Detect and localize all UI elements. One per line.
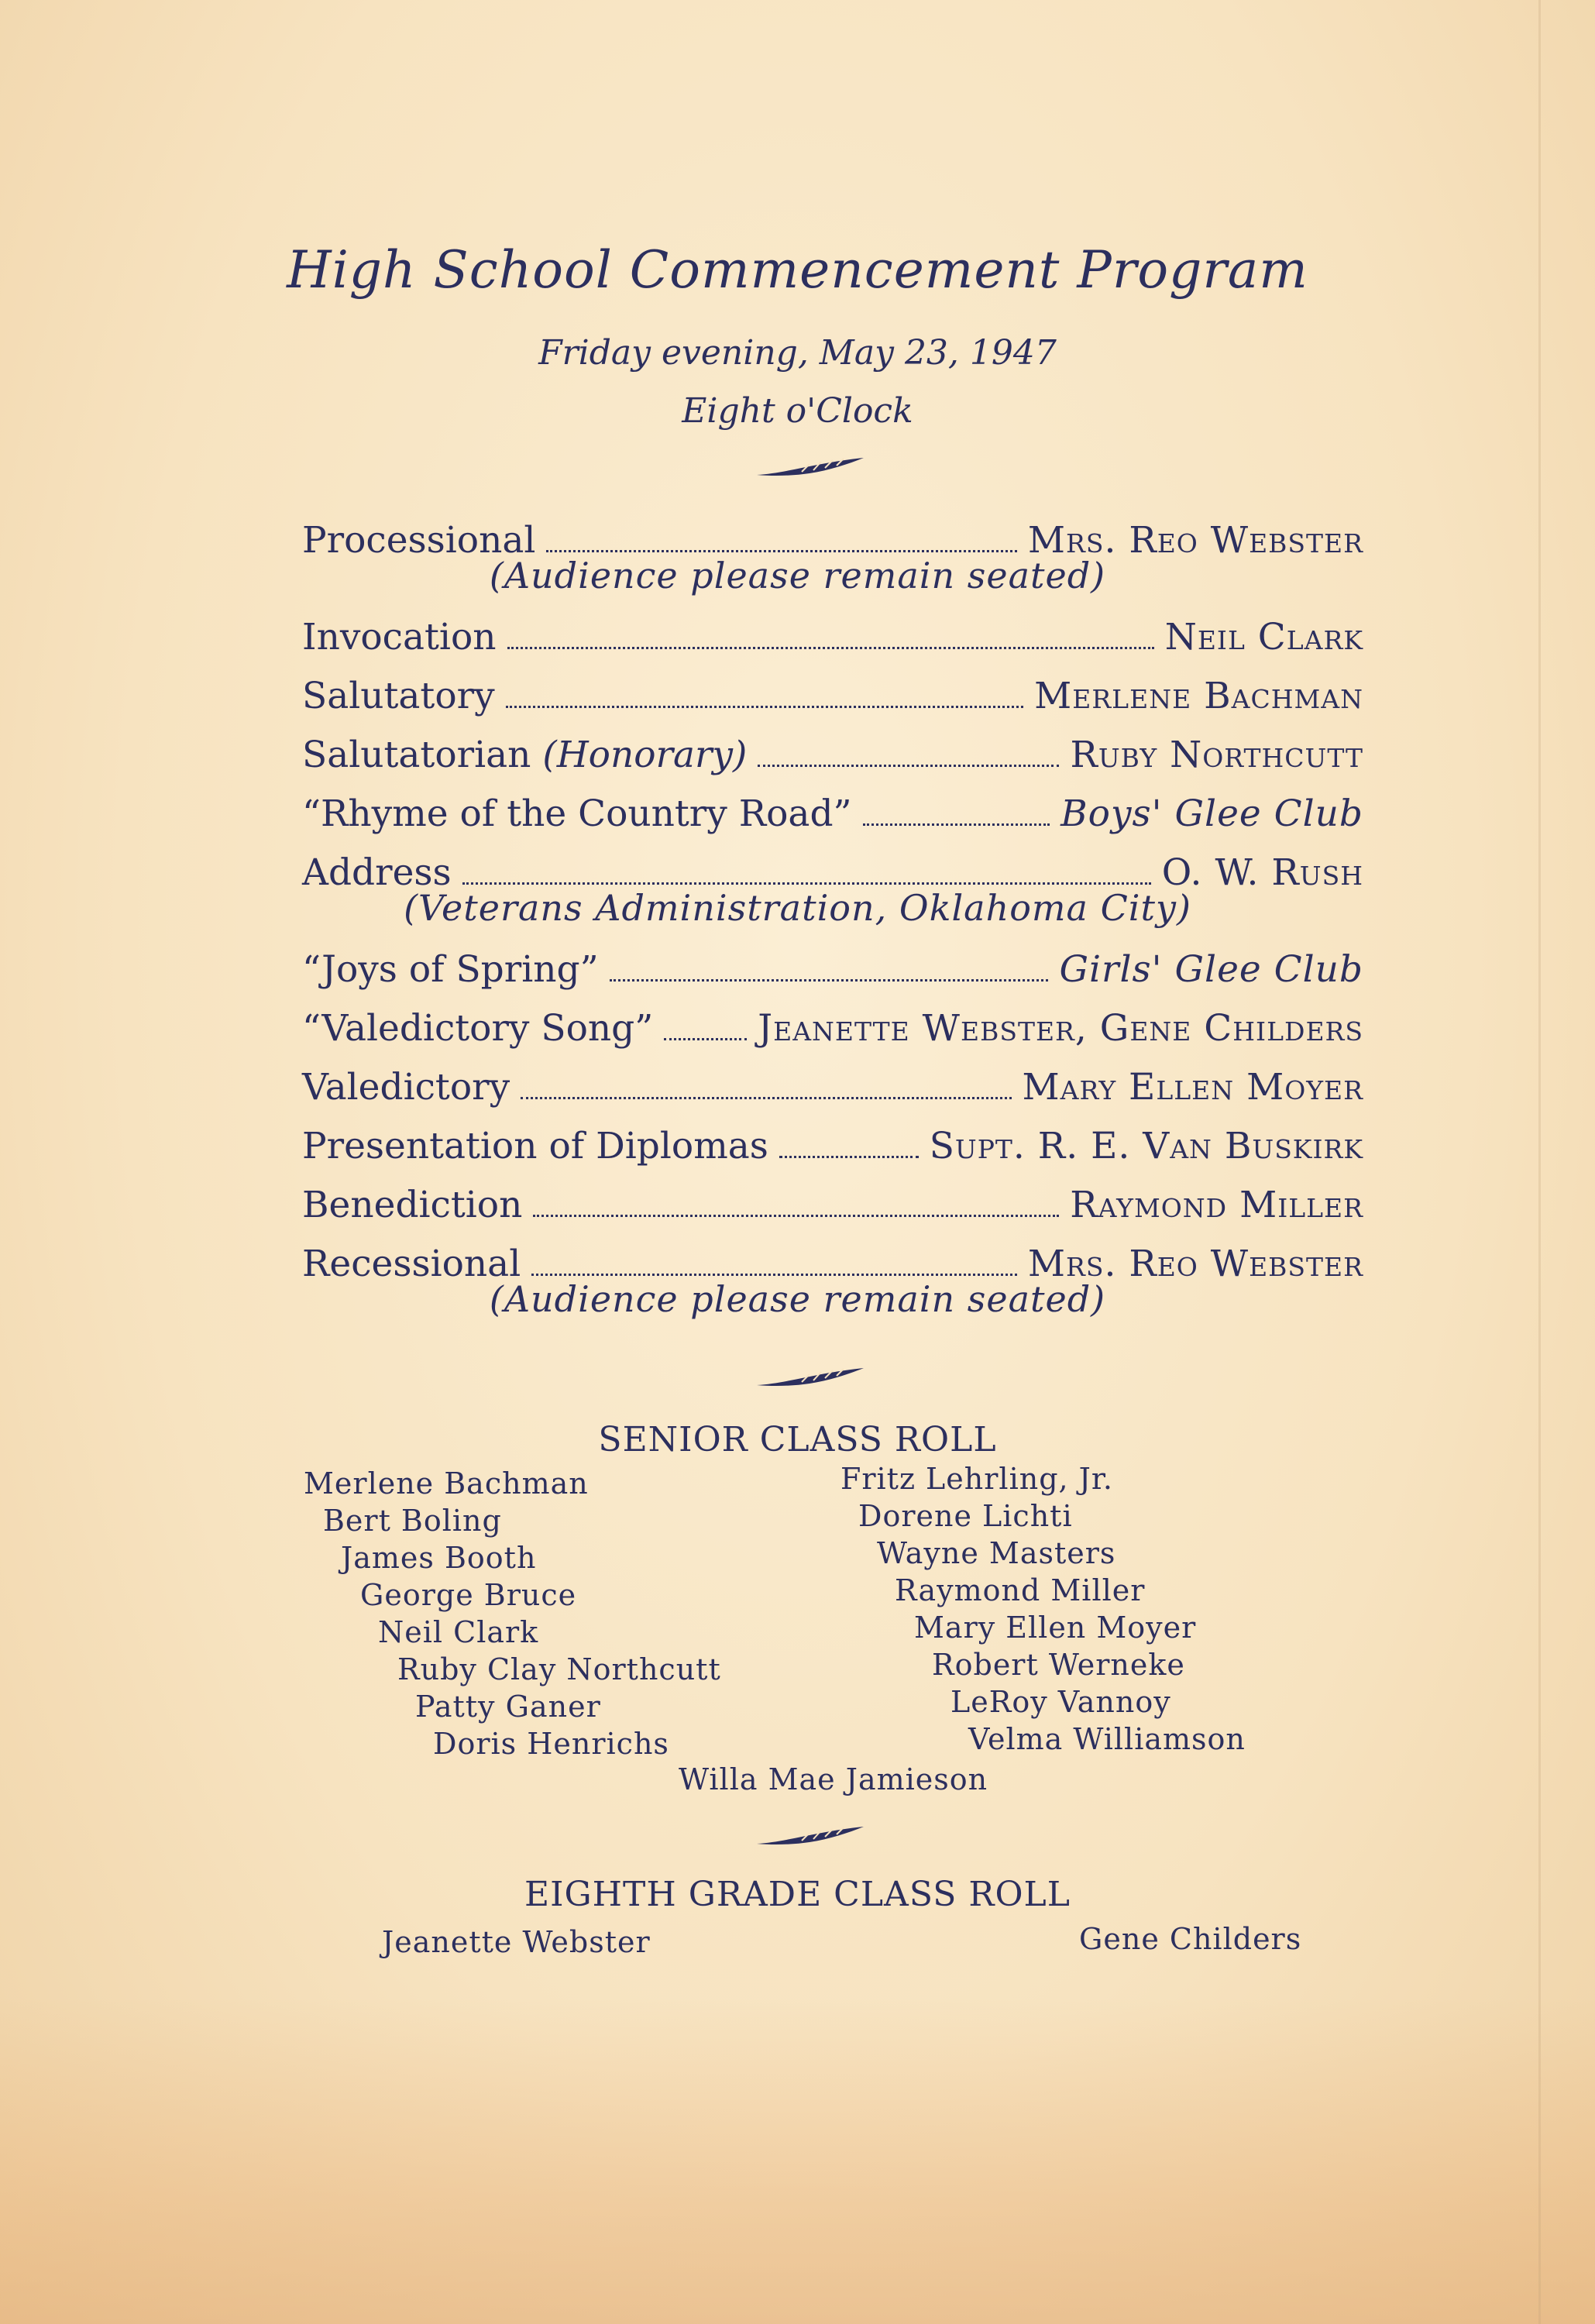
program-item: “Rhyme of the Country Road” — [302, 792, 852, 835]
program-item: Presentation of Diplomas — [302, 1125, 768, 1167]
program-item: Recessional — [302, 1243, 521, 1285]
program-item — [302, 734, 747, 776]
senior-name: Patty Ganer — [415, 1690, 601, 1724]
program-person: Raymond Miller — [1070, 1184, 1363, 1226]
paper-stain — [0, 1999, 1595, 2324]
program-item: Valedictory — [302, 1066, 510, 1109]
senior-name: Ruby Clay Northcutt — [397, 1652, 721, 1686]
feather-flourish-icon — [755, 1363, 871, 1390]
leader-dots — [462, 882, 1151, 885]
senior-name: Merlene Bachman — [304, 1466, 589, 1501]
senior-name: Dorene Lichti — [858, 1499, 1073, 1533]
eighth-grade-name: Gene Childers — [1079, 1922, 1302, 1956]
program-person: Boys' Glee Club — [1060, 792, 1363, 835]
leader-dots — [546, 550, 1016, 552]
senior-name: Fritz Lehrling, Jr. — [840, 1462, 1113, 1496]
program-time: Eight o'Clock — [682, 391, 913, 431]
program-row — [302, 789, 1363, 835]
eighth-grade-heading: EIGHTH GRADE CLASS ROLL — [524, 1875, 1071, 1914]
program-item: “Valedictory Song” — [302, 1007, 654, 1050]
program-row — [302, 612, 1363, 658]
program-item: Benediction — [302, 1184, 523, 1226]
program-person: Jeanette Webster, Gene Childers — [758, 1007, 1363, 1050]
program-date: Friday evening, May 23, 1947 — [538, 333, 1057, 373]
senior-name: Willa Mae Jamieson — [679, 1762, 988, 1796]
program-row — [302, 730, 1363, 776]
program-person: Girls' Glee Club — [1059, 948, 1363, 991]
program-person: Ruby Northcutt — [1070, 734, 1363, 776]
leader-dots — [863, 823, 1050, 826]
leader-dots — [507, 647, 1154, 649]
program-item-note: (Honorary) — [542, 734, 748, 776]
senior-name: George Bruce — [360, 1578, 577, 1612]
program-item: “Joys of Spring” — [302, 948, 599, 991]
program-person: Supt. R. E. Van Buskirk — [929, 1125, 1363, 1167]
senior-name: Doris Henrichs — [433, 1727, 669, 1761]
program-item: Processional — [302, 519, 536, 562]
program-item: Salutatory — [302, 675, 495, 717]
program-row — [302, 671, 1363, 717]
senior-name: Raymond Miller — [895, 1573, 1146, 1607]
senior-name: Neil Clark — [378, 1615, 539, 1649]
program-person: Neil Clark — [1164, 616, 1363, 658]
senior-class-heading: SENIOR CLASS ROLL — [598, 1420, 997, 1459]
program-row — [302, 1121, 1363, 1167]
leader-dots — [758, 765, 1059, 767]
program-item: Invocation — [302, 616, 497, 658]
leader-dots — [533, 1215, 1059, 1217]
senior-name: James Booth — [341, 1541, 537, 1575]
program-row — [302, 1062, 1363, 1109]
program-row — [302, 1003, 1363, 1050]
leader-dots — [610, 979, 1049, 982]
program-row — [302, 1180, 1363, 1226]
feather-flourish-icon — [755, 1822, 871, 1848]
leader-dots — [664, 1038, 747, 1040]
program-person: Merlene Bachman — [1034, 675, 1363, 717]
senior-name: Robert Werneke — [932, 1648, 1185, 1682]
senior-name: Wayne Masters — [877, 1536, 1116, 1570]
program-person: Mrs. Reo Webster — [1027, 1243, 1363, 1285]
feather-flourish-icon — [755, 453, 871, 480]
program-note: (Audience please remain seated) — [489, 555, 1106, 596]
senior-name: Bert Boling — [323, 1504, 502, 1538]
program-person: Mary Ellen Moyer — [1022, 1066, 1363, 1109]
program-item: Address — [302, 851, 452, 894]
program-person: O. W. Rush — [1161, 851, 1363, 894]
senior-name: LeRoy Vannoy — [950, 1685, 1171, 1719]
program-note: (Veterans Administration, Oklahoma City) — [404, 887, 1191, 929]
senior-name: Velma Williamson — [968, 1722, 1246, 1756]
leader-dots — [531, 1274, 1017, 1276]
eighth-grade-name: Jeanette Webster — [382, 1925, 651, 1959]
leader-dots — [779, 1156, 919, 1158]
program-note: (Audience please remain seated) — [489, 1278, 1106, 1320]
program-title: High School Commencement Program — [287, 240, 1308, 300]
leader-dots — [506, 706, 1023, 708]
leader-dots — [521, 1097, 1011, 1099]
program-person: Mrs. Reo Webster — [1027, 519, 1363, 562]
program-item-label: Salutatorian — [302, 734, 531, 776]
senior-name: Mary Ellen Moyer — [914, 1611, 1197, 1645]
program-row — [302, 944, 1363, 991]
